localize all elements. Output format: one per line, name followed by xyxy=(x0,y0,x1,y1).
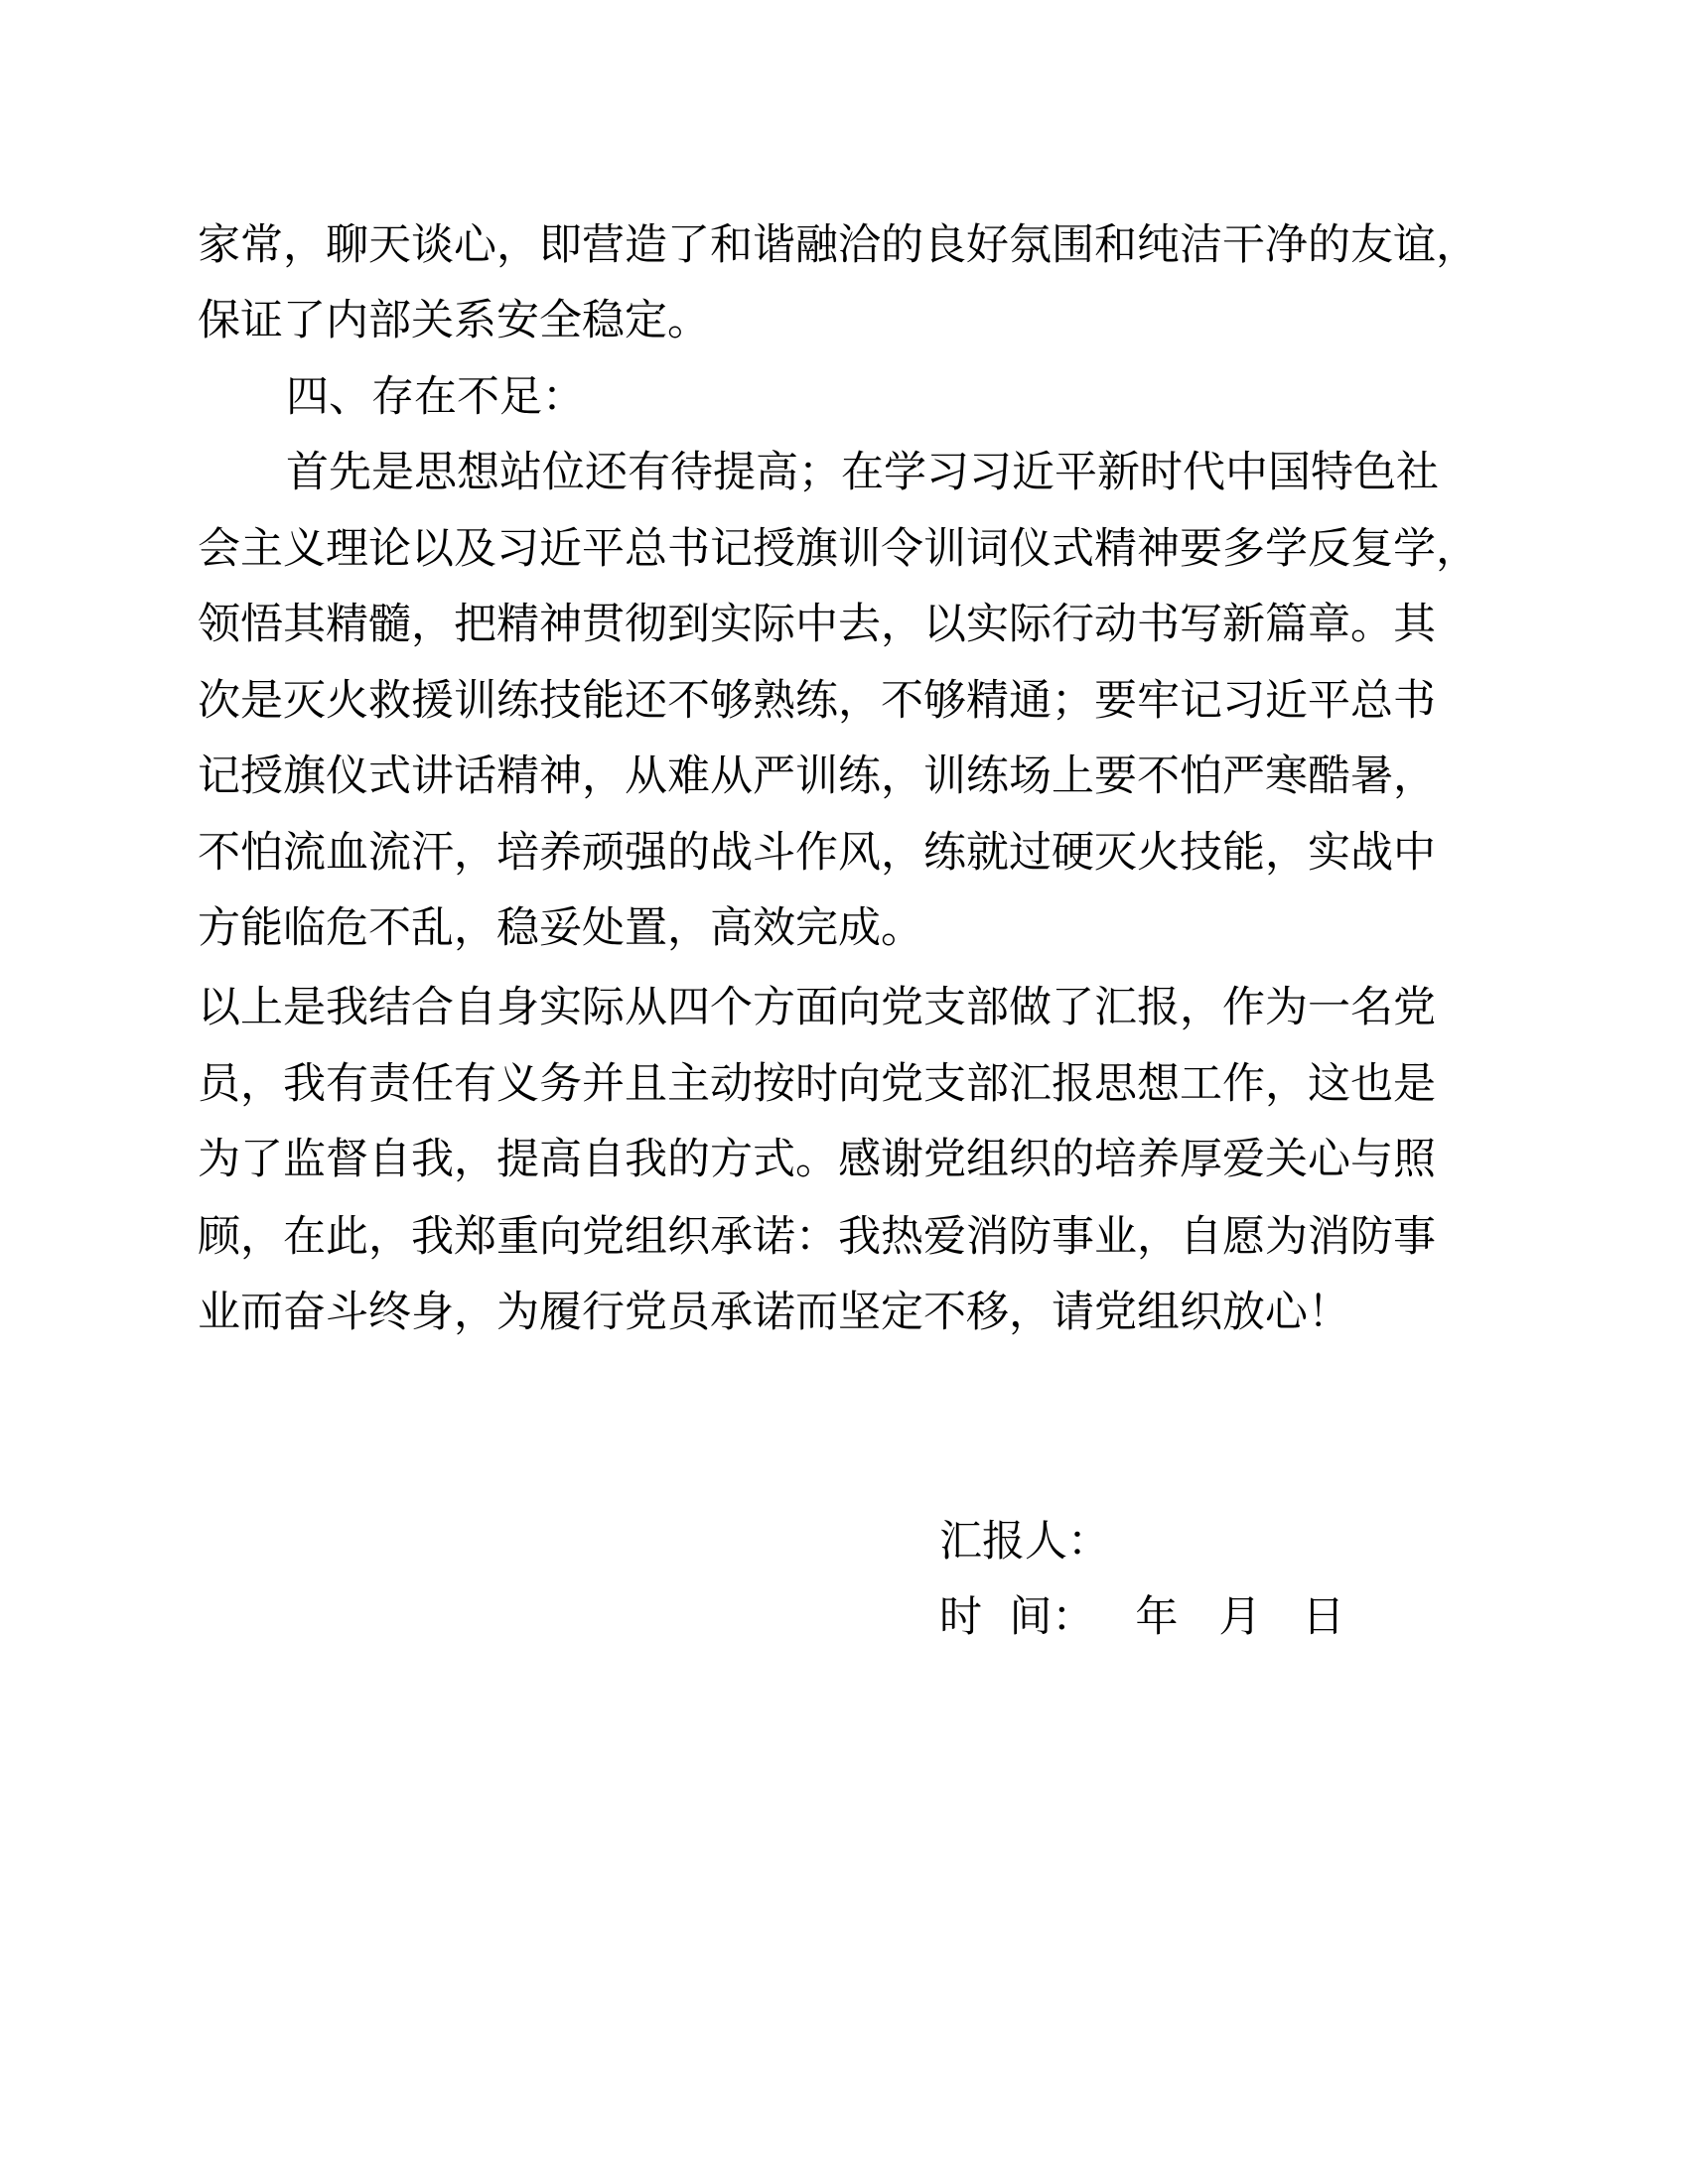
paragraph-line: 以上是我结合自身实际从四个方面向党支部做了汇报，作为一名党 xyxy=(198,983,1436,1032)
paragraph-line: 员，我有责任有义务并且主动按时向党支部汇报思想工作，这也是 xyxy=(198,1059,1436,1109)
paragraph-line: 不怕流血流汗，培养顽强的战斗作风，练就过硬灭火技能，实战中 xyxy=(198,828,1436,878)
paragraph-line: 领悟其精髓，把精神贯彻到实际中去，以实际行动书写新篇章。其 xyxy=(198,600,1436,649)
paragraph-line: 首先是思想站位还有待提高；在学习习近平新时代中国特色社 xyxy=(286,448,1439,497)
paragraph-line: 业而奋斗终身，为履行党员承诺而坚定不移，请党组织放心！ xyxy=(198,1288,1350,1337)
paragraph-line: 顾，在此，我郑重向党组织承诺：我热爱消防事业，自愿为消防事 xyxy=(198,1212,1436,1262)
reporter-label: 汇报人： xyxy=(939,1517,1110,1567)
paragraph-line: 次是灭火救援训练技能还不够熟练，不够精通；要牢记习近平总书 xyxy=(198,676,1436,726)
date-label: 时 间： 年 月 日 xyxy=(939,1592,1345,1642)
paragraph-line: 家常，聊天谈心，即营造了和谐融洽的良好氛围和纯洁干净的友谊， xyxy=(198,220,1478,270)
paragraph-line: 为了监督自我，提高自我的方式。感谢党组织的培养厚爱关心与照 xyxy=(198,1135,1436,1184)
paragraph-line: 会主义理论以及习近平总书记授旗训令训词仪式精神要多学反复学， xyxy=(198,524,1478,574)
section-heading: 四、存在不足： xyxy=(286,372,585,422)
paragraph-line: 保证了内部关系安全稳定。 xyxy=(198,296,710,345)
paragraph-line: 记授旗仪式讲话精神，从难从严训练，训练场上要不怕严寒酷暑， xyxy=(198,751,1436,801)
paragraph-line: 方能临危不乱，稳妥处置，高效完成。 xyxy=(198,903,923,953)
